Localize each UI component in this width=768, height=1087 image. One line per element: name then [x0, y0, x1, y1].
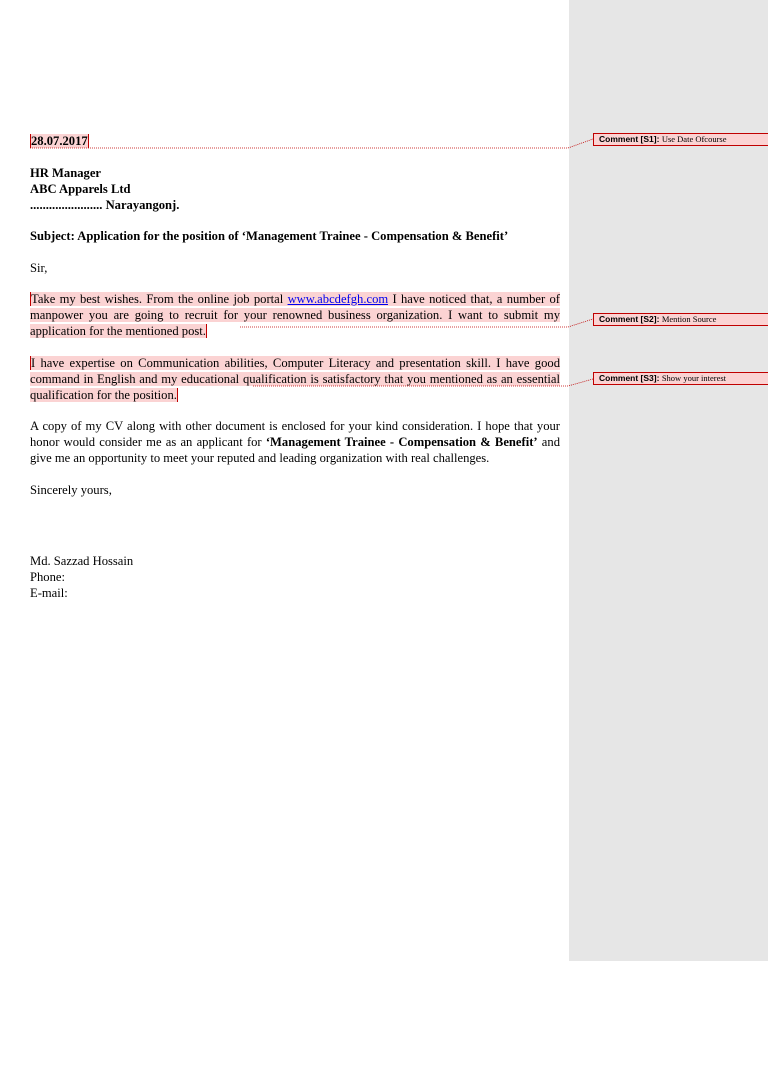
closing: Sincerely yours, [30, 482, 112, 497]
phone-label: Phone: [30, 570, 65, 584]
comment-balloon-s3[interactable] [593, 372, 768, 385]
recipient-block [30, 165, 560, 213]
comment-balloon-s1[interactable] [593, 133, 768, 146]
letter-body [30, 133, 560, 617]
comment-label: Comment [S1]: [599, 134, 660, 144]
recipient-title: HR Manager [30, 165, 101, 180]
salutation: Sir, [30, 260, 48, 275]
para1-rest[interactable]: I have noticed that, a number of manpower you are going to recruit for your renowned business organization. I want to submit my application for the mentioned post. [30, 292, 560, 338]
comment-balloon-s2[interactable] [593, 313, 768, 326]
recipient-company: ABC Apparels Ltd [30, 181, 131, 196]
date-paragraph [30, 133, 560, 149]
para3-position: ‘Management Trainee - Compensation & Benefit’ [265, 435, 538, 449]
signature-gap [30, 513, 560, 553]
date-text[interactable]: 28.07.2017 [31, 134, 88, 148]
comment-label: Comment [S2]: [599, 314, 660, 324]
subject-line: Subject: Application for the position of ‘Management Trainee - Compensation & Benefit’ [30, 229, 509, 243]
job-portal-link[interactable]: www.abcdefgh.com [287, 292, 389, 306]
paragraph-cv [30, 418, 560, 466]
email-label: E-mail: [30, 586, 68, 600]
comment-text: Use Date Ofcourse [661, 134, 727, 144]
para3-part2: and give me an opportunity to meet your reputed and leading organization with real challenges. [30, 435, 560, 465]
paragraph-source [30, 291, 560, 339]
signer-name: Md. Sazzad Hossain [30, 554, 134, 568]
recipient-address: ....................... Narayangonj. [30, 197, 180, 212]
comment-text: Show your interest [661, 373, 727, 383]
comment-label: Comment [S3]: [599, 373, 660, 383]
para2-text[interactable]: I have expertise on Communication abilities, Computer Literacy and presentation skill. I have good command in English and my educational qualification is satisfactory that you mentioned as an essential qualification for the position. [30, 355, 560, 402]
para1-intro[interactable]: Take my best wishes. From the online job portal [31, 292, 288, 306]
signature-block [30, 553, 560, 601]
paragraph-interest [30, 355, 560, 403]
para3-part1: A copy of my CV along with other document is enclosed for your kind consideration. I hope that your honor would consider me as an applicant for [30, 419, 560, 449]
comment-text: Mention Source [661, 314, 717, 324]
